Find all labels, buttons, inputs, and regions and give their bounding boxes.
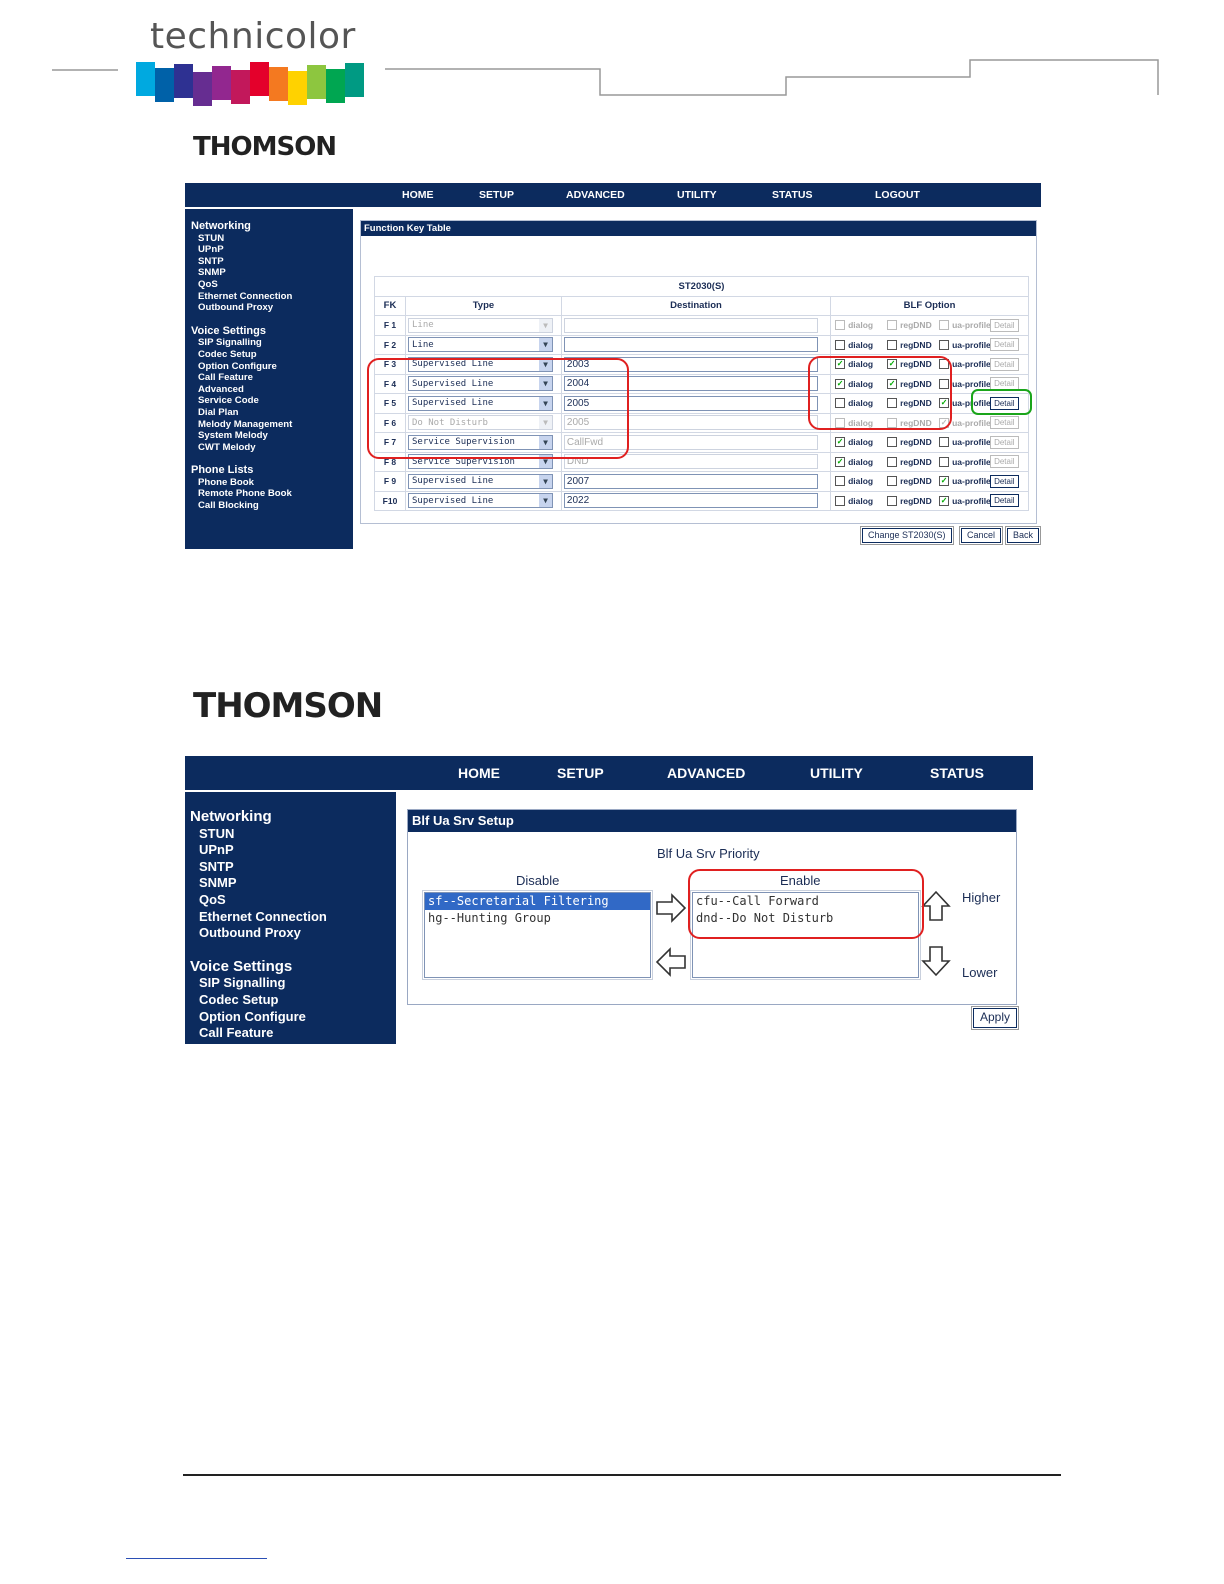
sidebar-item-snmp[interactable]: SNMP: [199, 875, 237, 891]
fk-label: F 1: [375, 316, 406, 336]
nav-setup[interactable]: SETUP: [557, 765, 604, 781]
disabled-services-list[interactable]: [424, 892, 651, 978]
color-stripe: [345, 63, 364, 97]
ua-profile-checkbox[interactable]: [939, 340, 949, 350]
fk-label: F 6: [375, 413, 406, 433]
sidebar-2: [185, 792, 396, 1044]
thomson-logo-2: THOMSON: [193, 686, 383, 726]
sidebar-item-sntp[interactable]: SNTP: [199, 858, 234, 874]
technicolor-logo: technicolor: [150, 16, 356, 57]
dialog-label: dialog: [848, 495, 874, 506]
ua-profile-checkbox[interactable]: [939, 320, 949, 330]
regDND-label: regDND: [900, 398, 932, 409]
sidebar-item-option-configure[interactable]: Option Configure: [198, 360, 277, 372]
disable-label: Disable: [516, 873, 560, 888]
color-stripe: [193, 72, 212, 106]
nav-home[interactable]: HOME: [458, 765, 500, 781]
footnote-rule: [126, 1558, 267, 1559]
detail-button[interactable]: Detail: [990, 397, 1018, 410]
ua-profile-checkbox[interactable]: [939, 457, 949, 467]
dialog-checkbox[interactable]: ✓: [836, 437, 844, 447]
destination-input[interactable]: 2022: [564, 493, 818, 508]
blf-cell: [831, 316, 1029, 336]
type-value: Do Not Disturb: [412, 417, 488, 428]
dialog-checkbox[interactable]: [835, 340, 845, 350]
nav-advanced[interactable]: ADVANCED: [566, 189, 625, 201]
chevron-down-icon: ▼: [539, 436, 552, 449]
technicolor-color-bar: [136, 62, 364, 106]
sidebar-item-codec-setup[interactable]: Codec Setup: [198, 348, 257, 360]
detail-button-highlight: [971, 389, 1032, 415]
nav-advanced[interactable]: ADVANCED: [667, 765, 746, 781]
sidebar-item-upnp[interactable]: UPnP: [198, 244, 224, 256]
chevron-down-icon: ▼: [539, 358, 552, 371]
sidebar-item-service-code[interactable]: Service Code: [198, 395, 259, 407]
table-row: [375, 472, 1029, 492]
color-stripe: [174, 64, 193, 98]
dialog-label: dialog: [848, 417, 874, 428]
ua-profile-checkbox[interactable]: [939, 437, 949, 447]
dialog-checkbox[interactable]: ✓: [836, 456, 844, 466]
regDND-checkbox[interactable]: [887, 496, 897, 506]
blf-options: [833, 455, 1026, 468]
type-cell: [406, 335, 562, 355]
color-stripe: [250, 62, 269, 96]
detail-button[interactable]: Detail: [990, 358, 1018, 371]
nav-status[interactable]: STATUS: [772, 189, 813, 201]
type-select: [408, 318, 553, 333]
color-stripe: [269, 67, 288, 101]
type-cell: [406, 491, 562, 511]
regDND-checkbox[interactable]: [887, 457, 897, 467]
dialog-label: dialog: [848, 476, 874, 487]
sidebar-group-voice-settings[interactable]: Voice Settings: [190, 957, 293, 975]
destination-input[interactable]: 2003: [564, 357, 818, 372]
sidebar-item-call-feature[interactable]: Call Feature: [199, 1025, 274, 1041]
type-cell: [406, 472, 562, 492]
regDND-checkbox[interactable]: [887, 437, 897, 447]
destination-cell: [561, 316, 830, 336]
nav-utility[interactable]: UTILITY: [810, 765, 863, 781]
destination-input[interactable]: CallFwd: [564, 435, 818, 450]
sidebar: [185, 209, 353, 549]
color-stripe: [288, 71, 307, 105]
type-value: Supervised Line: [412, 495, 494, 506]
list-item[interactable]: dnd--Do Not Disturb: [696, 911, 834, 925]
sidebar-item-outbound-proxy[interactable]: Outbound Proxy: [198, 302, 274, 314]
regDND-label: regDND: [900, 456, 932, 467]
blf-cell: [831, 335, 1029, 355]
detail-button[interactable]: Detail: [990, 377, 1018, 390]
sidebar-item-call-feature[interactable]: Call Feature: [198, 372, 253, 384]
sidebar-item-dial-plan[interactable]: Dial Plan: [198, 406, 239, 418]
sidebar-item-snmp[interactable]: SNMP: [198, 267, 226, 279]
sidebar-item-sip-signalling[interactable]: SIP Signalling: [199, 975, 286, 991]
sidebar-item-phone-book[interactable]: Phone Book: [198, 476, 254, 488]
ua-profile-label: ua-profile: [952, 320, 991, 331]
dialog-checkbox[interactable]: [835, 496, 845, 506]
detail-button[interactable]: Detail: [990, 319, 1018, 332]
sidebar-item-stun[interactable]: STUN: [199, 825, 235, 841]
chevron-down-icon: ▼: [539, 416, 552, 429]
sidebar-item-remote-phone-book[interactable]: Remote Phone Book: [198, 488, 292, 500]
sidebar-item-outbound-proxy[interactable]: Outbound Proxy: [199, 925, 301, 941]
priority-label: Blf Ua Srv Priority: [657, 846, 760, 861]
type-destination-highlight: [367, 358, 629, 459]
chevron-down-icon: ▼: [539, 455, 552, 468]
sidebar-group-phone-lists[interactable]: Phone Lists: [191, 464, 254, 477]
nav-home[interactable]: HOME: [402, 189, 434, 201]
chevron-down-icon: ▼: [539, 377, 552, 390]
regDND-label: regDND: [900, 378, 932, 389]
list-item[interactable]: sf--Secretarial Filtering: [425, 893, 650, 910]
table-row: [375, 316, 1029, 336]
blf-cell: [831, 491, 1029, 511]
dialog-label: dialog: [848, 339, 874, 350]
ua-profile-label: ua-profile: [952, 378, 991, 389]
ua-profile-checkbox[interactable]: ✓: [940, 398, 948, 408]
ua-profile-label: ua-profile: [952, 476, 991, 487]
destination-input: 2005: [564, 415, 818, 430]
detail-button[interactable]: Detail: [990, 475, 1018, 488]
footer-rule: [183, 1474, 1061, 1476]
nav-setup[interactable]: SETUP: [479, 189, 515, 201]
ua-profile-label: ua-profile: [952, 495, 991, 506]
blf-cell: [831, 472, 1029, 492]
destination-cell: [561, 472, 830, 492]
sidebar-item-melody-management[interactable]: Melody Management: [198, 418, 293, 430]
destination-input[interactable]: [564, 337, 818, 352]
model-heading: ST2030(S): [375, 277, 1029, 297]
color-stripe: [231, 70, 250, 104]
detail-button[interactable]: Detail: [990, 455, 1018, 468]
dialog-label: dialog: [848, 437, 874, 448]
ua-profile-checkbox[interactable]: ✓: [940, 495, 948, 505]
nav-logout[interactable]: LOGOUT: [875, 189, 920, 201]
regDND-checkbox[interactable]: [887, 320, 897, 330]
move-left-arrow-icon[interactable]: [655, 946, 687, 978]
back-button[interactable]: Back: [1007, 528, 1039, 543]
sidebar-item-codec-setup[interactable]: Codec Setup: [199, 991, 279, 1007]
higher-label: Higher: [962, 890, 1001, 905]
nav-status[interactable]: STATUS: [930, 765, 984, 781]
type-value: Line: [412, 339, 434, 350]
chevron-down-icon: ▼: [539, 338, 552, 351]
detail-button[interactable]: Detail: [990, 436, 1018, 449]
type-value: Supervised Line: [412, 359, 494, 370]
ua-profile-label: ua-profile: [952, 359, 991, 370]
thomson-logo: THOMSON: [193, 132, 337, 162]
lower-label: Lower: [962, 965, 998, 980]
sidebar-item-system-melody[interactable]: System Melody: [198, 430, 268, 442]
dialog-label: dialog: [848, 359, 874, 370]
fk-label: F 7: [375, 433, 406, 453]
sidebar-item-stun[interactable]: STUN: [198, 232, 225, 244]
fk-label: F 8: [375, 452, 406, 472]
dialog-label: dialog: [848, 320, 874, 331]
chevron-down-icon: ▼: [539, 475, 552, 488]
top-nav: [185, 183, 1041, 207]
color-stripe: [212, 66, 231, 100]
regDND-label: regDND: [900, 437, 932, 448]
column-header-destination: Destination: [561, 296, 830, 316]
sidebar-item-qos[interactable]: QoS: [199, 891, 226, 907]
destination-cell: [561, 335, 830, 355]
fk-label: F 5: [375, 394, 406, 414]
sidebar-group-voice-settings[interactable]: Voice Settings: [191, 324, 266, 337]
type-value: Line: [412, 320, 434, 331]
ua-profile-label: ua-profile: [952, 398, 991, 409]
list-item[interactable]: hg--Hunting Group: [428, 911, 551, 925]
dialog-checkbox[interactable]: [835, 320, 845, 330]
sidebar-item-sip-signalling[interactable]: SIP Signalling: [198, 337, 262, 349]
color-stripe: [307, 65, 326, 99]
blf-options: [833, 494, 1026, 507]
fk-label: F 4: [375, 374, 406, 394]
sidebar-item-option-configure[interactable]: Option Configure: [199, 1008, 306, 1024]
blf-options: [833, 436, 1026, 449]
detail-button[interactable]: Detail: [990, 338, 1018, 351]
blf-options: [833, 338, 1026, 351]
destination-input[interactable]: 2007: [564, 474, 818, 489]
list-item[interactable]: cfu--Call Forward: [696, 894, 819, 908]
dialog-label: dialog: [848, 456, 874, 467]
regDND-checkbox[interactable]: ✓: [888, 378, 896, 388]
type-select[interactable]: [408, 493, 553, 508]
ua-profile-checkbox[interactable]: ✓: [940, 476, 948, 486]
type-value: Supervised Line: [412, 398, 494, 409]
table-row: [375, 491, 1029, 511]
sidebar-item-sntp[interactable]: SNTP: [198, 255, 224, 267]
regDND-checkbox[interactable]: [887, 340, 897, 350]
color-stripe: [326, 69, 345, 103]
fk-label: F 3: [375, 355, 406, 375]
column-header-blf-option: BLF Option: [831, 296, 1029, 316]
type-select[interactable]: [408, 337, 553, 352]
ua-profile-label: ua-profile: [952, 437, 991, 448]
column-header-type: Type: [406, 296, 562, 316]
regDND-checkbox[interactable]: ✓: [888, 359, 896, 369]
change-model-button[interactable]: Change ST2030(S): [862, 528, 952, 543]
regDND-label: regDND: [900, 339, 932, 350]
chevron-down-icon: ▼: [539, 319, 552, 332]
sidebar-item-upnp[interactable]: UPnP: [199, 842, 234, 858]
regDND-label: regDND: [900, 320, 932, 331]
destination-input[interactable]: DND: [564, 454, 818, 469]
panel-title: Function Key Table: [361, 221, 1036, 236]
nav-utility[interactable]: UTILITY: [677, 189, 717, 201]
ua-profile-checkbox[interactable]: ✓: [940, 417, 948, 427]
dialog-label: dialog: [848, 378, 874, 389]
dialog-label: dialog: [848, 398, 874, 409]
destination-input[interactable]: 2004: [564, 376, 818, 391]
top-nav-2: [185, 756, 1033, 790]
blf-option-highlight: [808, 356, 952, 430]
sidebar-item-ethernet-connection[interactable]: Ethernet Connection: [199, 908, 327, 924]
sidebar-group-networking[interactable]: Networking: [190, 808, 272, 825]
type-value: Service Supervision: [412, 456, 515, 467]
sidebar-group-networking[interactable]: Networking: [191, 220, 251, 232]
detail-button[interactable]: Detail: [990, 494, 1018, 507]
type-cell: [406, 316, 562, 336]
move-right-arrow-icon[interactable]: [655, 892, 687, 924]
type-select[interactable]: [408, 474, 553, 489]
enabled-list-highlight: [688, 869, 924, 939]
type-value: Supervised Line: [412, 378, 494, 389]
enable-label: Enable: [780, 873, 821, 888]
regDND-label: regDND: [900, 476, 932, 487]
sidebar-item-qos[interactable]: QoS: [198, 278, 218, 290]
move-down-arrow-icon[interactable]: [920, 945, 952, 977]
regDND-label: regDND: [900, 417, 932, 428]
table-row: [375, 335, 1029, 355]
color-stripe: [155, 68, 174, 102]
blf-cell: [831, 452, 1029, 472]
sidebar-item-advanced[interactable]: Advanced: [198, 383, 244, 395]
move-up-arrow-icon[interactable]: [920, 890, 952, 922]
dialog-checkbox[interactable]: ✓: [836, 378, 844, 388]
sidebar-item-call-blocking[interactable]: Call Blocking: [198, 500, 259, 512]
ua-profile-label: ua-profile: [952, 339, 991, 350]
regDND-label: regDND: [900, 359, 932, 370]
fk-label: F 2: [375, 335, 406, 355]
color-stripe: [136, 62, 155, 96]
regDND-checkbox[interactable]: [887, 476, 897, 486]
dialog-checkbox[interactable]: [835, 476, 845, 486]
fk-label: F10: [375, 491, 406, 511]
blf-cell: [831, 433, 1029, 453]
panel-title-2: Blf Ua Srv Setup: [408, 810, 1016, 832]
column-header-fk: FK: [375, 296, 406, 316]
dialog-checkbox[interactable]: ✓: [836, 359, 844, 369]
ua-profile-label: ua-profile: [952, 417, 991, 428]
cancel-button[interactable]: Cancel: [961, 528, 1001, 543]
regDND-label: regDND: [900, 495, 932, 506]
chevron-down-icon: ▼: [539, 397, 552, 410]
detail-button[interactable]: Detail: [990, 416, 1018, 429]
sidebar-item-cwt-melody[interactable]: CWT Melody: [198, 441, 256, 453]
apply-button[interactable]: Apply: [973, 1008, 1017, 1028]
fk-label: F 9: [375, 472, 406, 492]
chevron-down-icon: ▼: [539, 494, 552, 507]
destination-input: [564, 318, 818, 333]
ua-profile-label: ua-profile: [952, 456, 991, 467]
blf-options: [833, 319, 1026, 332]
blf-options: [833, 475, 1026, 488]
destination-input[interactable]: 2005: [564, 396, 818, 411]
type-value: Service Supervision: [412, 437, 515, 448]
type-value: Supervised Line: [412, 476, 494, 487]
sidebar-item-ethernet-connection[interactable]: Ethernet Connection: [198, 290, 293, 302]
destination-cell: [561, 491, 830, 511]
